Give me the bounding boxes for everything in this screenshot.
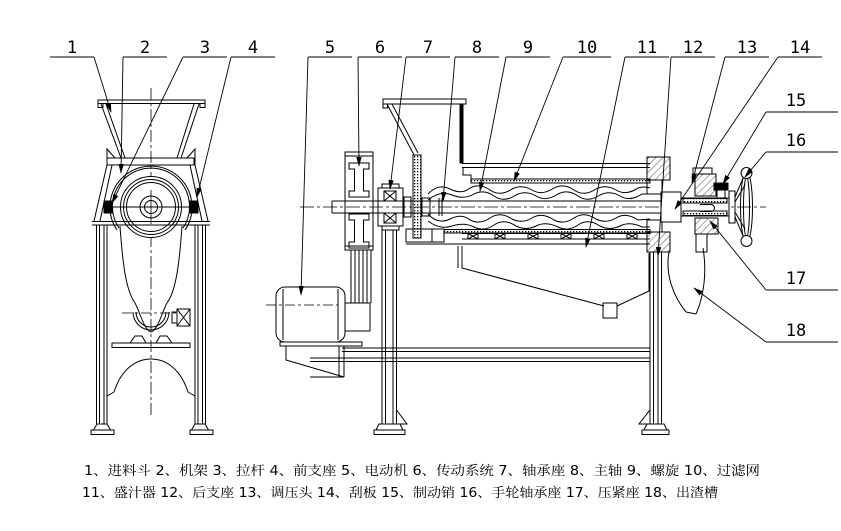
callout-label-13: 13 [736,38,758,58]
callout-label-1: 1 [66,38,78,58]
callout-label-14: 14 [789,38,811,58]
drive-belt [351,250,371,303]
filter-screen-bottom [444,230,650,234]
callout-16 [745,131,838,177]
screw-flight-top-2 [428,192,650,200]
callout-15 [723,91,838,184]
callout-label-5: 5 [324,38,336,58]
screen-rail-bolts [468,234,637,240]
pressing-seat-top [695,174,716,196]
feed-hopper-front [98,100,205,165]
juice-tray [458,246,649,318]
screw-flight-top-1 [428,186,650,194]
callout-label-8: 8 [471,38,483,58]
callout-1 [50,38,111,112]
bearing-housing [378,184,430,230]
callout-3 [112,38,227,203]
front-leg [374,230,407,435]
legend [82,463,760,501]
pressure-head-assembly [647,157,753,252]
callout-label-2: 2 [139,38,151,58]
callout-label-12: 12 [682,38,704,58]
callout-label-18: 18 [785,321,807,341]
feed-hopper-side [383,99,466,163]
discharge-chute [668,248,705,314]
frame-front [91,222,213,435]
callout-18 [694,288,838,342]
screw-flight-bottom-2 [428,221,650,229]
callout-label-3: 3 [199,38,211,58]
legend-line-2: 11、盛汁器 12、后支座 13、调压头 14、刮板 15、制动销 16、手轮轴承座 17、压紧座 18、出渣槽 [82,486,673,501]
callout-4 [197,38,275,197]
callout-17 [710,221,838,290]
screw-flight-bottom-1 [428,214,650,222]
callout-label-17: 17 [785,269,807,289]
callout-9 [480,38,550,191]
electric-motor [266,287,370,377]
callout-label-15: 15 [785,91,807,111]
callout-2 [121,38,167,173]
legend-line-1: 1、进料斗 2、机架 3、拉杆 4、前支座 5、电动机 6、传动系统 7、轴承座 8、主轴 9、螺旋 10、过滤网 [84,464,694,479]
callout-label-10: 10 [576,38,598,58]
callout-label-6: 6 [374,38,386,58]
callout-label-7: 7 [422,38,434,58]
callout-label-16: 16 [785,131,807,151]
callout-5 [301,38,352,295]
frame-rails [310,348,650,362]
filter-screen-top [471,179,650,183]
callout-10 [514,38,611,181]
front-view [91,88,213,435]
side-view [266,99,766,435]
screw-barrel [406,155,650,244]
callout-label-4: 4 [247,38,259,58]
rear-support-column [639,252,669,435]
callout-label-11: 11 [636,38,658,58]
callout-label-9: 9 [522,38,534,58]
callout-13 [692,38,769,183]
scraper-holder [661,192,681,222]
